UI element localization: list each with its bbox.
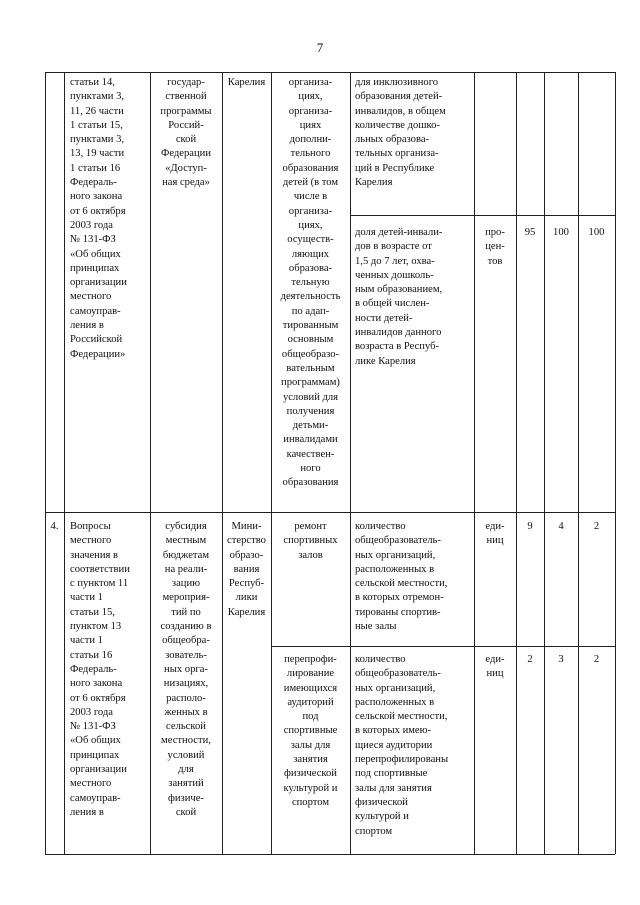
block2-row-a-value-1: 9 <box>527 521 533 532</box>
block1-row-b-unit: про- цен- тов <box>485 227 505 267</box>
block1-basis-text: статьи 14, пунктами 3, 11, 26 части 1 статьи 15, пунктами 3, 13, 19 части 1 статьи 16 Федераль- ного закона от 6 октября 2003 года № 131-ФЗ «Об общих принципах организации местного самоуправ- ления в Российской Федерации» <box>70 77 127 360</box>
page-number: 7 <box>316 40 324 55</box>
block1-executor-text: Карелия <box>227 77 266 88</box>
block1-row-b-indicator: доля детей-инвали- дов в возрасте от 1,5 до 7 лет, охва- ченных дошколь- ным образованием, в общей числен- ности детей- инвалидов данного возраста в Респуб- лике Карелия <box>355 227 443 367</box>
block2-row-number: 4. <box>50 521 59 532</box>
block1-row-b-value-1: 95 <box>524 227 536 238</box>
block1-row-b-value-3: 100 <box>588 227 605 238</box>
block2-basis-text: Вопросы местного значения в соответствии с пунктом 11 части 1 статьи 15, пунктом 13 части 1 статьи 16 Федераль- ного закона от 6 октября 2003 года № 131-ФЗ «Об общих принципах организации местного самоуправ- ления в <box>70 521 130 818</box>
block2-program-text: субсидия местным бюджетам на реали- зацию мероприя- тий по созданию в общеобра- зователь- ных орга- низациях, располо- женных в сельской местности, условий для занятий физиче- ской <box>160 521 212 818</box>
block2-row-b-value-1: 2 <box>527 654 533 665</box>
block1-program-text: государ- ственной программы Россий- ской Федерации «Доступ- ная среда» <box>160 77 212 189</box>
block2-row-a-unit: еди- ниц <box>485 521 505 547</box>
block2-row-b-measure: перепрофи- лирование имеющихся аудиторий под спортивные залы для занятия физической культурой и спортом <box>283 654 338 808</box>
block2-row-a-measure: ремонт спортивных залов <box>283 521 338 561</box>
block1-row-b-value-2: 100 <box>553 227 569 238</box>
block2-row-b-unit: еди- ниц <box>485 654 505 680</box>
block1-row-a-indicator: для инклюзивного образования детей- инвалидов, в общем количестве дошко- льных образова- тельных организа- ций в Республике Карелия <box>355 77 446 189</box>
block2-row-b-value-2: 3 <box>558 654 564 665</box>
block2-row-a-value-3: 2 <box>593 521 600 532</box>
block2-executor-text: Мини- стерство образо- вания Респуб- лики Карелия <box>227 521 266 618</box>
block2-row-a-indicator: количество общеобразователь- ных организаций, расположенных в сельской местности, в которых отремон- тированы спортив- ные залы <box>355 521 448 633</box>
block1-measure-text: организа- циях, организа- циях дополни- тельного образования детей (в том числе в организа- циях, осуществ- ляющих образова- тельную деятельность по адап- тированным основным общеобразо- вательным программам) условий для получения детьми- инвалидами качествен- ного образования <box>280 77 341 489</box>
block2-row-b-value-3: 2 <box>593 654 600 665</box>
block2-row-a-value-2: 4 <box>558 521 564 532</box>
block2-row-b-indicator: количество общеобразователь- ных организаций, расположенных в сельской местности, в которых имею- щиеся аудитории перепрофилированы под спортивные залы для занятия физической культурой и спортом <box>355 654 449 837</box>
